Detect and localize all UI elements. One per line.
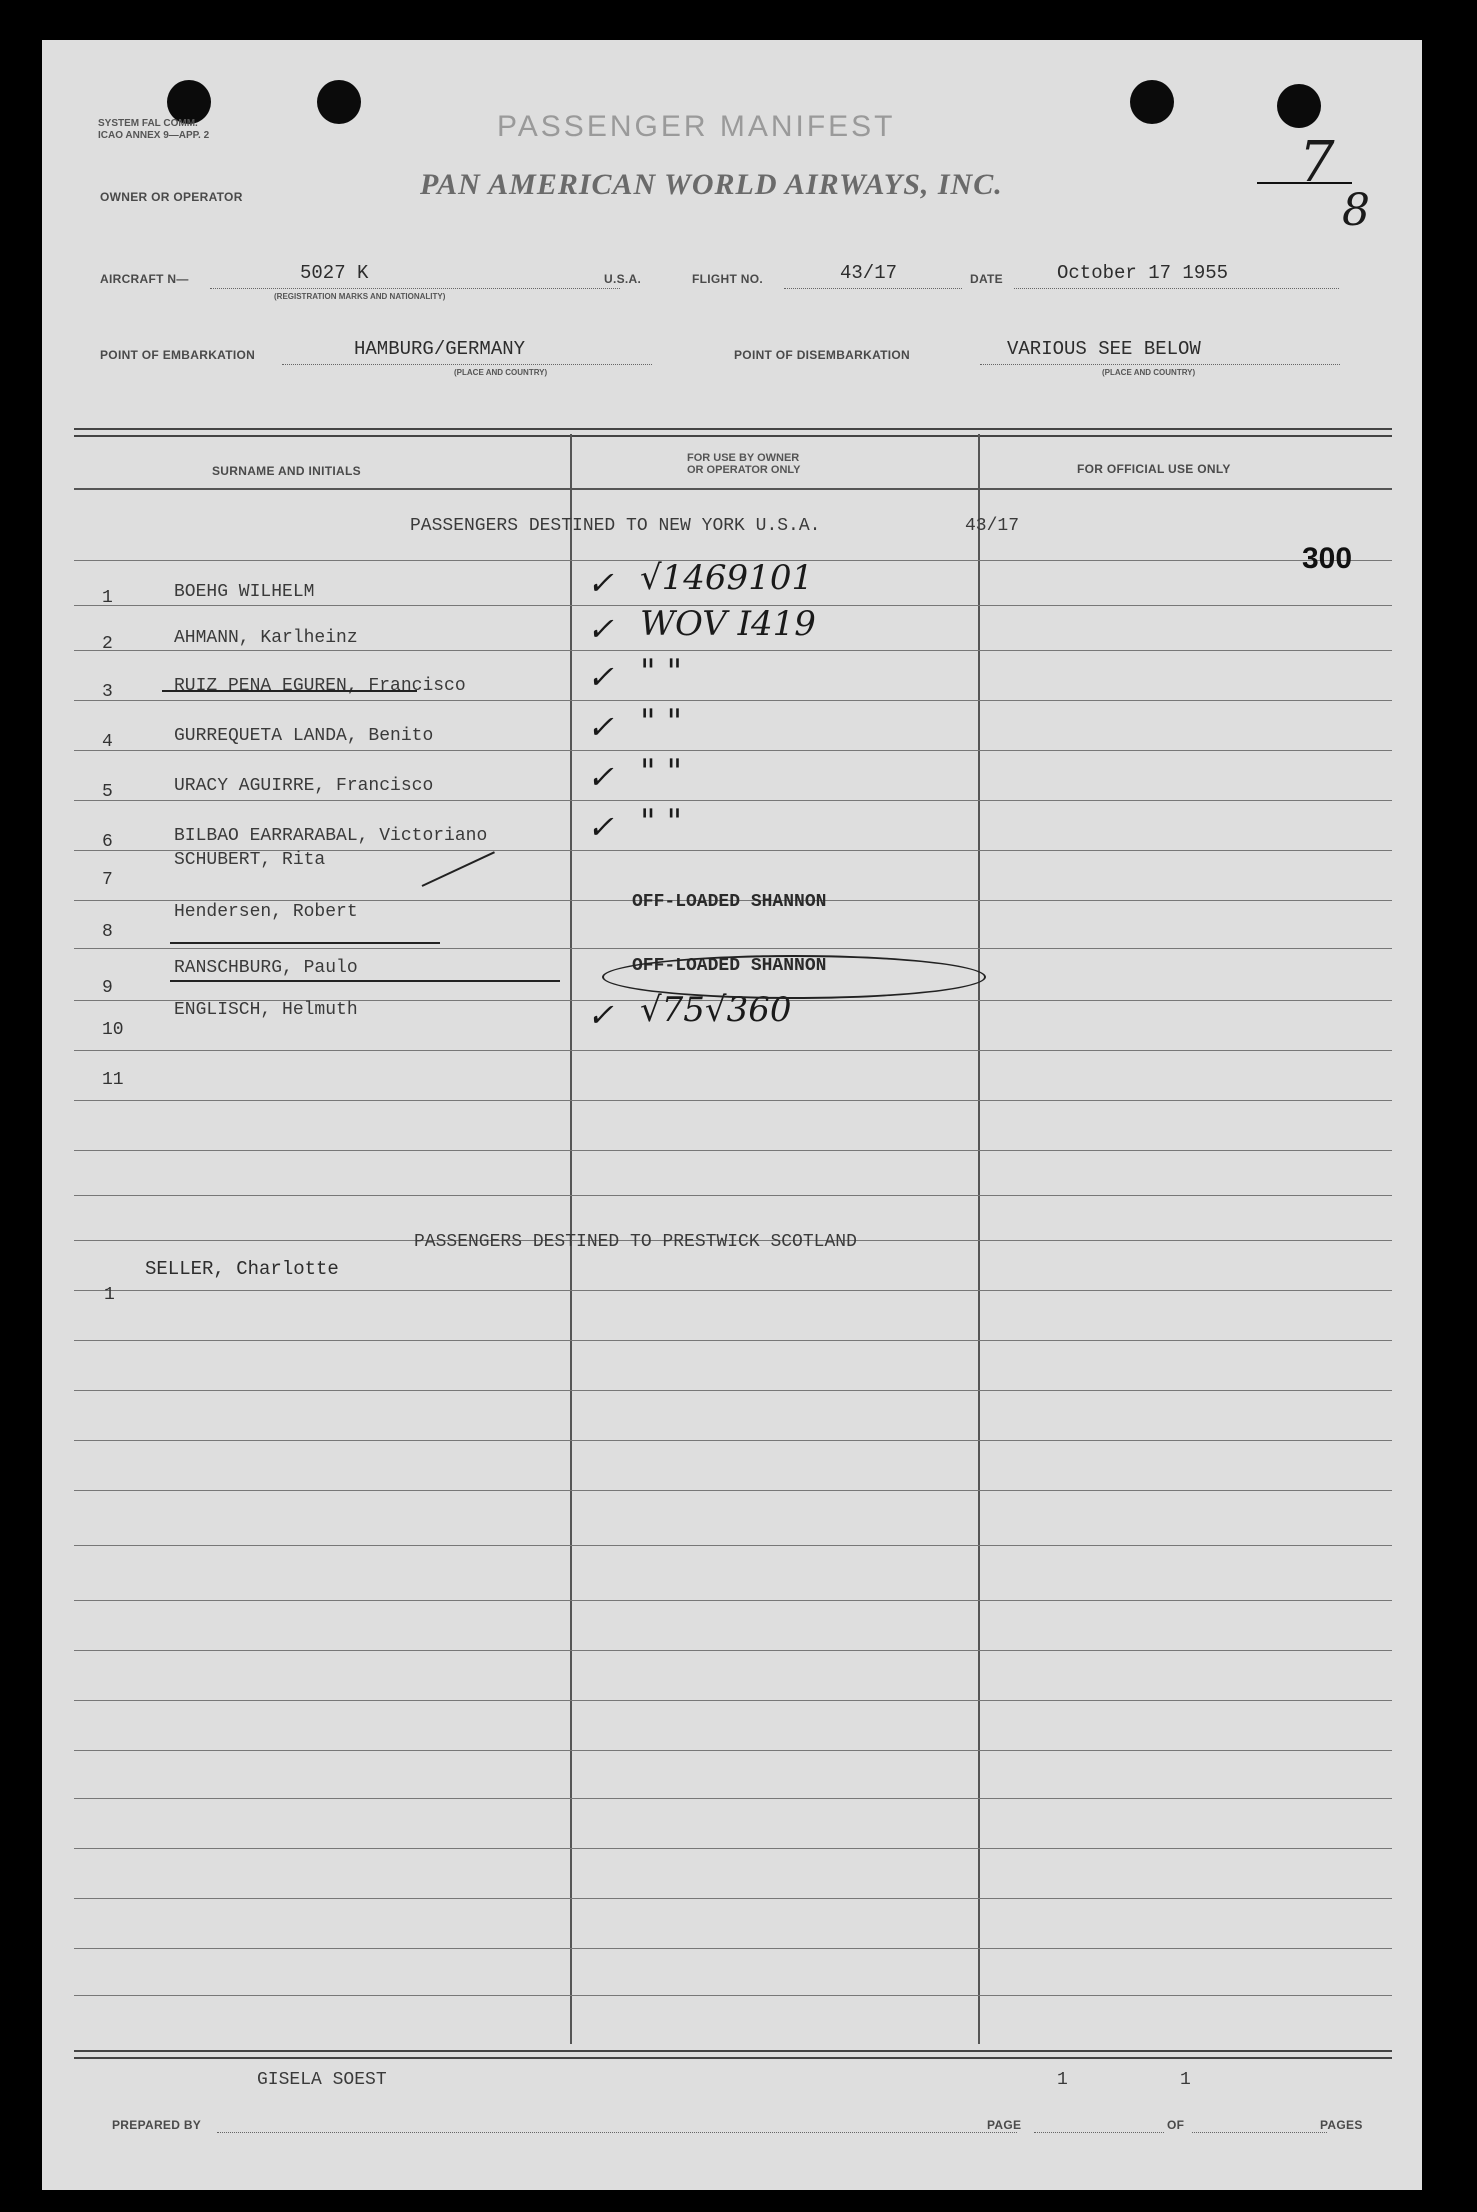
row-rule bbox=[74, 1050, 1392, 1051]
handwritten-note: WOV I419 bbox=[640, 604, 816, 644]
row-rule bbox=[74, 1798, 1392, 1799]
check-mark: ✓ bbox=[587, 758, 614, 796]
form-title: PASSENGER MANIFEST bbox=[497, 110, 896, 143]
row-number: 10 bbox=[102, 1020, 124, 1040]
punch-hole bbox=[1130, 80, 1174, 124]
flight-underline bbox=[784, 288, 962, 289]
row-rule bbox=[74, 1100, 1392, 1101]
official-stamp: 300 bbox=[1302, 542, 1353, 575]
system-code: ICAO ANNEX 9—APP. 2 bbox=[98, 130, 210, 141]
row-number: 8 bbox=[102, 922, 113, 942]
row-rule bbox=[74, 650, 1392, 651]
page-underline bbox=[1034, 2132, 1164, 2133]
date-underline bbox=[1014, 288, 1339, 289]
col-owner-use: FOR USE BY OWNER bbox=[687, 452, 800, 464]
row-rule bbox=[74, 750, 1392, 751]
handwritten-note: " " bbox=[640, 702, 683, 742]
passenger-name: AHMANN, Karlheinz bbox=[174, 628, 358, 648]
passenger-name: BILBAO EARRARABAL, Victoriano bbox=[174, 826, 488, 846]
disembark-underline bbox=[980, 364, 1340, 365]
passenger-name: RUIZ PENA EGUREN, Francisco bbox=[174, 676, 466, 696]
system-code: SYSTEM FAL COMM. bbox=[98, 118, 198, 129]
header-rule bbox=[74, 488, 1392, 490]
page-total: 1 bbox=[1180, 2070, 1191, 2090]
pages-label: PAGES bbox=[1320, 2118, 1363, 2132]
footer-rule bbox=[74, 2050, 1392, 2059]
passenger-name: ENGLISCH, Helmuth bbox=[174, 1000, 358, 1020]
passenger-name: RANSCHBURG, Paulo bbox=[174, 958, 358, 978]
of-underline bbox=[1192, 2132, 1327, 2133]
row-rule bbox=[74, 1848, 1392, 1849]
owner-label: OWNER OR OPERATOR bbox=[100, 190, 243, 204]
section-flight-ref: 43/17 bbox=[965, 516, 1020, 536]
disembark-caption: (PLACE AND COUNTRY) bbox=[1102, 368, 1196, 377]
passenger-name: BOEHG WILHELM bbox=[174, 582, 315, 602]
passenger-name: SELLER, Charlotte bbox=[145, 1258, 339, 1280]
check-mark: ✓ bbox=[587, 658, 614, 696]
row-rule bbox=[74, 700, 1392, 701]
row-rule bbox=[74, 1390, 1392, 1391]
row-rule bbox=[74, 1490, 1392, 1491]
embark-underline bbox=[282, 364, 652, 365]
section-heading-prestwick: PASSENGERS DESTINED TO PRESTWICK SCOTLAND bbox=[414, 1232, 857, 1252]
check-mark: ✓ bbox=[587, 808, 614, 846]
row-number: 1 bbox=[102, 588, 113, 608]
page-mark-rule bbox=[1257, 182, 1352, 184]
punch-hole bbox=[1277, 84, 1321, 128]
aircraft-value: 5027 K bbox=[300, 262, 369, 284]
strike-line bbox=[170, 980, 560, 982]
disembark-label: POINT OF DISEMBARKATION bbox=[734, 348, 911, 362]
table-top-rule bbox=[74, 428, 1392, 437]
handwritten-note: " " bbox=[640, 752, 683, 792]
page-mark: 7 bbox=[1299, 130, 1335, 195]
row-number: 4 bbox=[102, 732, 113, 752]
embark-caption: (PLACE AND COUNTRY) bbox=[454, 368, 548, 377]
strike-line bbox=[422, 851, 495, 887]
section-heading-ny: PASSENGERS DESTINED TO NEW YORK U.S.A. bbox=[410, 516, 821, 536]
row-rule bbox=[74, 1150, 1392, 1151]
row-rule bbox=[74, 1290, 1392, 1291]
handwritten-note: √75√360 bbox=[640, 990, 792, 1030]
embark-value: HAMBURG/GERMANY bbox=[354, 338, 526, 360]
prepared-underline bbox=[217, 2132, 1017, 2133]
handwritten-note: " " bbox=[640, 652, 683, 692]
page-mark: 8 bbox=[1342, 185, 1370, 236]
flight-value: 43/17 bbox=[840, 262, 898, 284]
passenger-name: URACY AGUIRRE, Francisco bbox=[174, 776, 434, 796]
col-official: FOR OFFICIAL USE ONLY bbox=[1077, 462, 1231, 476]
date-value: October 17 1955 bbox=[1057, 262, 1229, 284]
row-number: 9 bbox=[102, 978, 113, 998]
disembark-value: VARIOUS SEE BELOW bbox=[1007, 338, 1201, 360]
column-divider bbox=[978, 434, 980, 2044]
row-number: 11 bbox=[102, 1070, 124, 1090]
row-number: 5 bbox=[102, 782, 113, 802]
check-mark: ✓ bbox=[587, 996, 614, 1034]
col-owner-use: OR OPERATOR ONLY bbox=[687, 464, 801, 476]
page-label: PAGE bbox=[987, 2118, 1022, 2132]
aircraft-underline bbox=[210, 288, 620, 289]
row-rule bbox=[74, 1898, 1392, 1899]
row-number: 6 bbox=[102, 832, 113, 852]
row-number: 7 bbox=[102, 870, 113, 890]
punch-hole bbox=[317, 80, 361, 124]
col-surname: SURNAME AND INITIALS bbox=[212, 464, 361, 478]
row-number: 2 bbox=[102, 634, 113, 654]
row-rule bbox=[74, 1650, 1392, 1651]
prepared-label: PREPARED BY bbox=[112, 2118, 202, 2132]
aircraft-label: AIRCRAFT N— bbox=[100, 272, 189, 286]
date-label: DATE bbox=[970, 272, 1003, 286]
manifest-sheet bbox=[42, 40, 1422, 2190]
offload-circle bbox=[602, 955, 986, 999]
row-rule bbox=[74, 1750, 1392, 1751]
passenger-name: Hendersen, Robert bbox=[174, 902, 358, 922]
strike-line bbox=[170, 942, 440, 944]
check-mark: ✓ bbox=[587, 564, 614, 602]
passenger-name: SCHUBERT, Rita bbox=[174, 850, 326, 870]
row-rule bbox=[74, 800, 1392, 801]
strike-line bbox=[162, 690, 417, 692]
operator-name: PAN AMERICAN WORLD AIRWAYS, INC. bbox=[420, 168, 1003, 201]
country-label: U.S.A. bbox=[604, 272, 642, 286]
row-rule bbox=[74, 1700, 1392, 1701]
handwritten-note: √1469101 bbox=[640, 558, 814, 598]
row-rule bbox=[74, 1948, 1392, 1949]
row-rule bbox=[74, 948, 1392, 949]
preparer-name: GISELA SOEST bbox=[257, 2070, 387, 2090]
row-rule bbox=[74, 1195, 1392, 1196]
flight-label: FLIGHT NO. bbox=[692, 272, 763, 286]
row-rule bbox=[74, 1440, 1392, 1441]
registration-caption: (REGISTRATION MARKS AND NATIONALITY) bbox=[274, 292, 446, 301]
row-rule bbox=[74, 1545, 1392, 1546]
offload-stamp: OFF-LOADED SHANNON bbox=[632, 892, 827, 912]
embark-label: POINT OF EMBARKATION bbox=[100, 348, 256, 362]
row-number: 1 bbox=[104, 1285, 115, 1305]
passenger-name: GURREQUETA LANDA, Benito bbox=[174, 726, 434, 746]
row-rule bbox=[74, 1340, 1392, 1341]
row-rule bbox=[74, 1995, 1392, 1996]
of-label: OF bbox=[1167, 2118, 1185, 2132]
row-rule bbox=[74, 1600, 1392, 1601]
check-mark: ✓ bbox=[587, 708, 614, 746]
check-mark: ✓ bbox=[587, 610, 614, 648]
row-number: 3 bbox=[102, 682, 113, 702]
handwritten-note: " " bbox=[640, 802, 683, 842]
page-number: 1 bbox=[1057, 2070, 1068, 2090]
offload-stamp: OFF-LOADED SHANNON bbox=[632, 956, 827, 976]
